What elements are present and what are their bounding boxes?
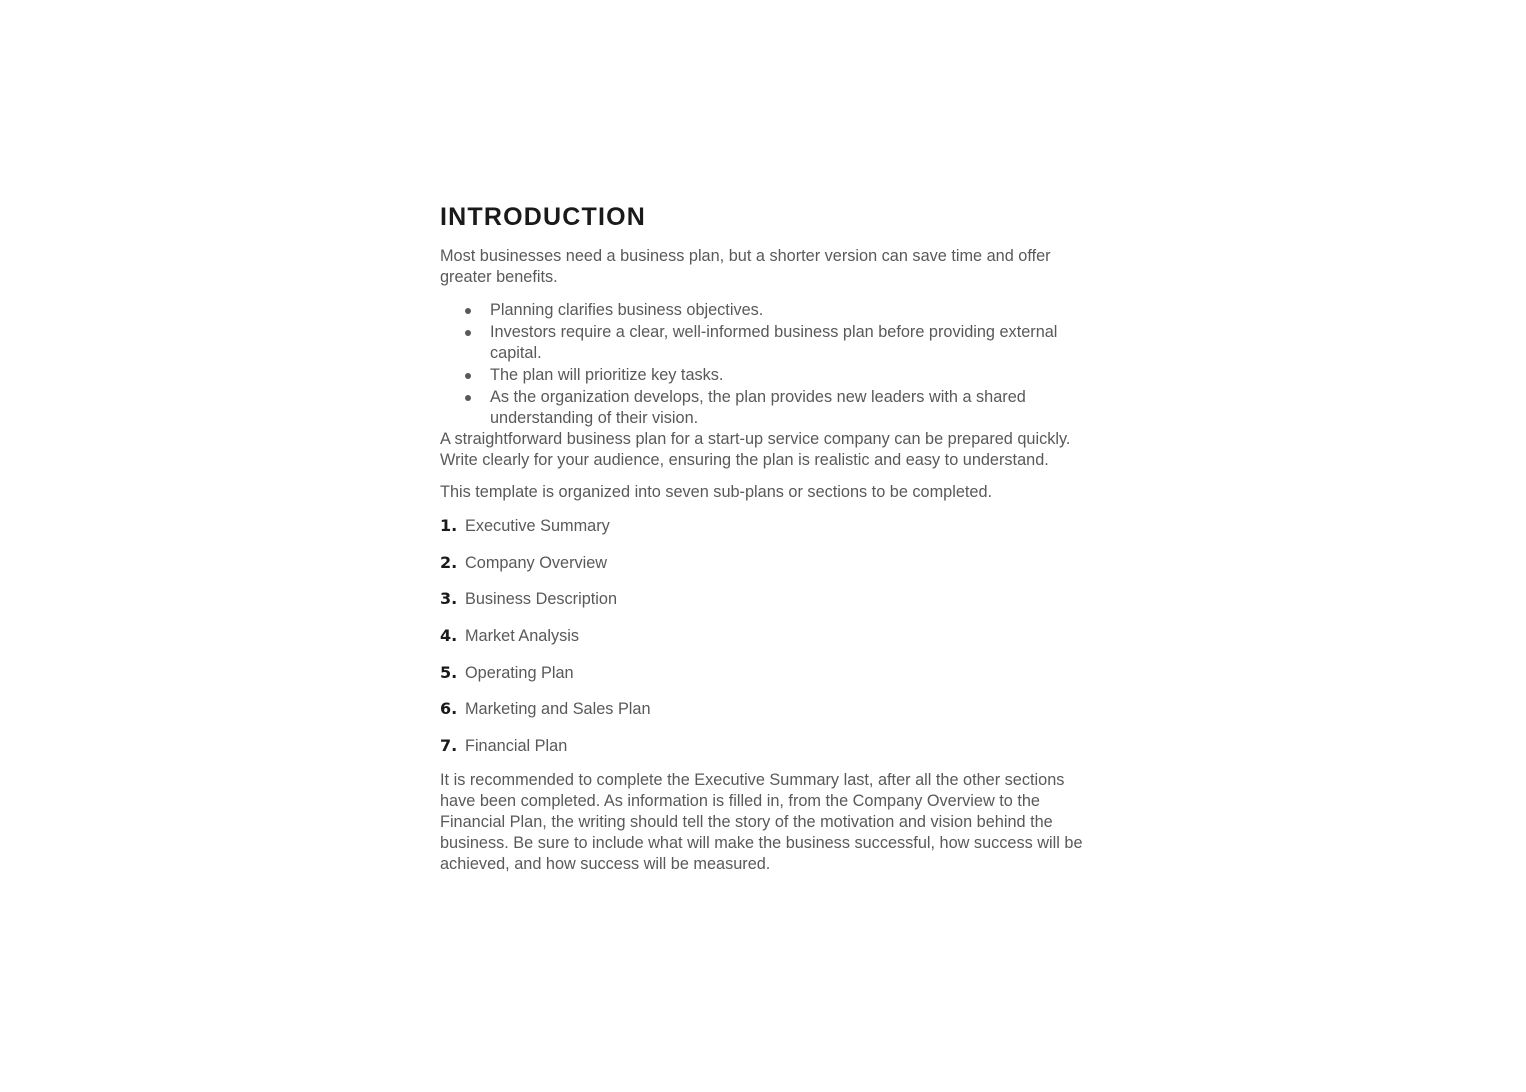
straightforward-paragraph: A straightforward business plan for a start-up service company can be prepared quickly. Write clearly for your audience, ensuring the plan is realistic and easy to understand. [440, 430, 1071, 469]
list-item-text: As the organization develops, the plan provides new leaders with a shared understanding of their vision. [490, 388, 1026, 427]
list-item-text: Investors require a clear, well-informed business plan before providing external capital. [490, 323, 1058, 362]
bullet-icon [465, 330, 471, 336]
sections-list [440, 515, 1090, 772]
section-label: Operating Plan [465, 663, 574, 682]
list-item [440, 322, 1090, 364]
document-page-content [440, 201, 1090, 875]
section-label: Market Analysis [465, 627, 580, 646]
bullet-icon [465, 395, 471, 401]
list-item [440, 300, 1090, 321]
benefits-list [440, 300, 1090, 429]
section-item [440, 662, 1090, 699]
bullet-icon [465, 373, 471, 379]
section-number: 4. [440, 626, 458, 646]
section-number: 1. [440, 516, 458, 535]
bullet-icon [465, 308, 471, 314]
list-item [440, 387, 1090, 429]
section-item [440, 552, 1090, 589]
page-title: INTRODUCTION [440, 203, 647, 231]
section-item [440, 735, 1090, 772]
section-label: Executive Summary [465, 517, 610, 535]
section-item [440, 698, 1090, 735]
section-label: Marketing and Sales Plan [465, 700, 651, 719]
recommendation-paragraph: It is recommended to complete the Executive Summary last, after all the other sections have been completed. As information is filled in, from the Company Overview to the Financial Plan, the writing should tell the story of the motivation and vision behind the business. Be sure to include what will make the business successful, how success will be achieved, and how success will be measured. [440, 770, 1083, 873]
section-item [440, 625, 1090, 662]
template-note-paragraph: This template is organized into seven sub-plans or sections to be completed. [440, 483, 993, 501]
list-item-text: The plan will prioritize key tasks. [490, 366, 724, 384]
section-number: 6. [440, 699, 458, 719]
section-label: Company Overview [465, 553, 608, 572]
section-number: 5. [440, 662, 458, 682]
section-number: 2. [440, 552, 458, 572]
section-item [440, 515, 1090, 552]
intro-paragraph: Most businesses need a business plan, but a shorter version can save time and offer greater benefits. [440, 247, 1051, 286]
section-number: 3. [440, 589, 458, 609]
section-number: 7. [440, 736, 458, 756]
section-label: Financial Plan [465, 737, 568, 756]
list-item [440, 365, 1090, 386]
section-item [440, 588, 1090, 625]
list-item-text: Planning clarifies business objectives. [490, 301, 764, 319]
section-label: Business Description [465, 590, 618, 609]
